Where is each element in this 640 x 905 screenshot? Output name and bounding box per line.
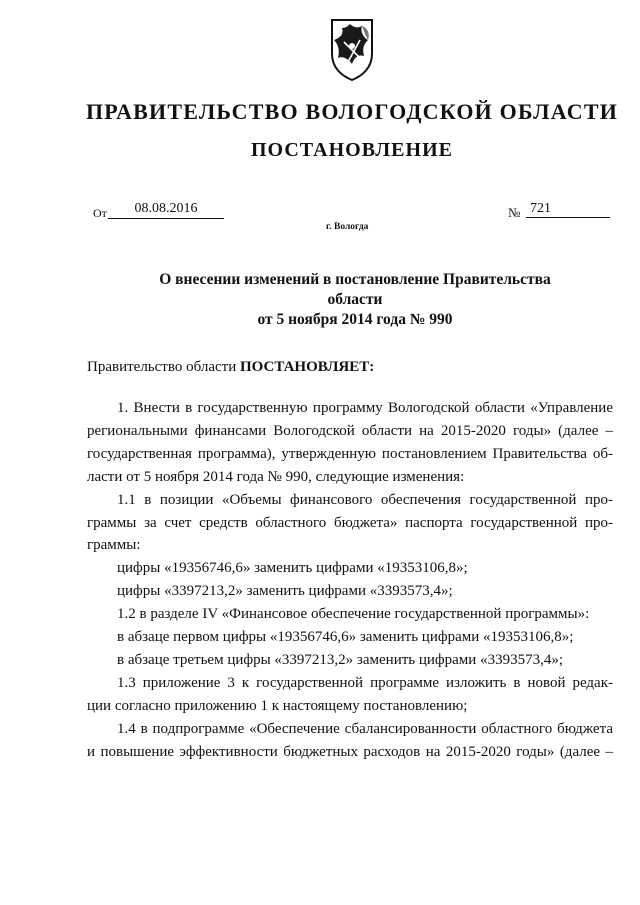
text-line: цифры «3397213,2» заменить цифрами «3393573,4»;: [117, 583, 453, 600]
document-type: ПОСТАНОВЛЕНИЕ: [251, 139, 453, 161]
text-line: государственная программа), утвержденную постановлением Правительства об-: [87, 445, 613, 462]
text-line: в абзаце третьем цифры «3397213,2» заменить цифрами «3393573,4»;: [117, 651, 563, 668]
lead-sentence: [87, 359, 374, 376]
coat-of-arms-emblem: [328, 18, 376, 82]
number-label: №: [508, 205, 521, 220]
text-line: ции согласно приложению 1 к настоящему постановлению;: [87, 697, 468, 714]
document-number: 721: [526, 201, 610, 218]
city-label: г. Вологда: [326, 222, 369, 232]
date-label: От: [93, 206, 107, 220]
text-line: цифры «19356746,6» заменить цифрами «19353106,8»;: [117, 560, 468, 577]
lead-prefix: Правительство области: [87, 359, 240, 375]
text-line: граммы за счет средств областного бюджета» паспорта государственной про-: [87, 514, 613, 531]
text-line: 1. Внести в государственную программу Вологодской области «Управление: [117, 400, 613, 416]
title-line-1: О внесении изменений в постановление Правительства области: [159, 271, 551, 308]
text-line: 1.1 в позиции «Объемы финансового обеспечения государственной про-: [117, 491, 613, 508]
text-line: 1.4 в подпрограмме «Обеспечение сбалансированности областного бюджета: [117, 720, 613, 737]
text-line: граммы:: [87, 537, 141, 554]
text-line: региональными финансами Вологодской области на 2015-2020 годы» (далее –: [87, 422, 613, 439]
text-line: и повышение эффективности бюджетных расходов на 2015-2020 годы» (далее –: [87, 743, 613, 760]
document-title: [130, 270, 580, 330]
organization-title: ПРАВИТЕЛЬСТВО ВОЛОГОДСКОЙ ОБЛАСТИ: [85, 99, 619, 124]
text-line: ласти от 5 ноября 2014 года № 990, следующие изменения:: [87, 468, 465, 485]
text-line: 1.2 в разделе IV «Финансовое обеспечение государственной программы»:: [117, 606, 590, 623]
text-line: в абзаце первом цифры «19356746,6» заменить цифрами «19353106,8»;: [117, 629, 574, 646]
text-line: 1.3 приложение 3 к государственной программе изложить в новой редак-: [117, 674, 613, 691]
lead-verb: ПОСТАНОВЛЯЕТ:: [239, 359, 375, 375]
document-date: 08.08.2016: [108, 201, 224, 219]
title-line-2: от 5 ноября 2014 года № 990: [257, 311, 453, 328]
document-body: [87, 397, 613, 764]
